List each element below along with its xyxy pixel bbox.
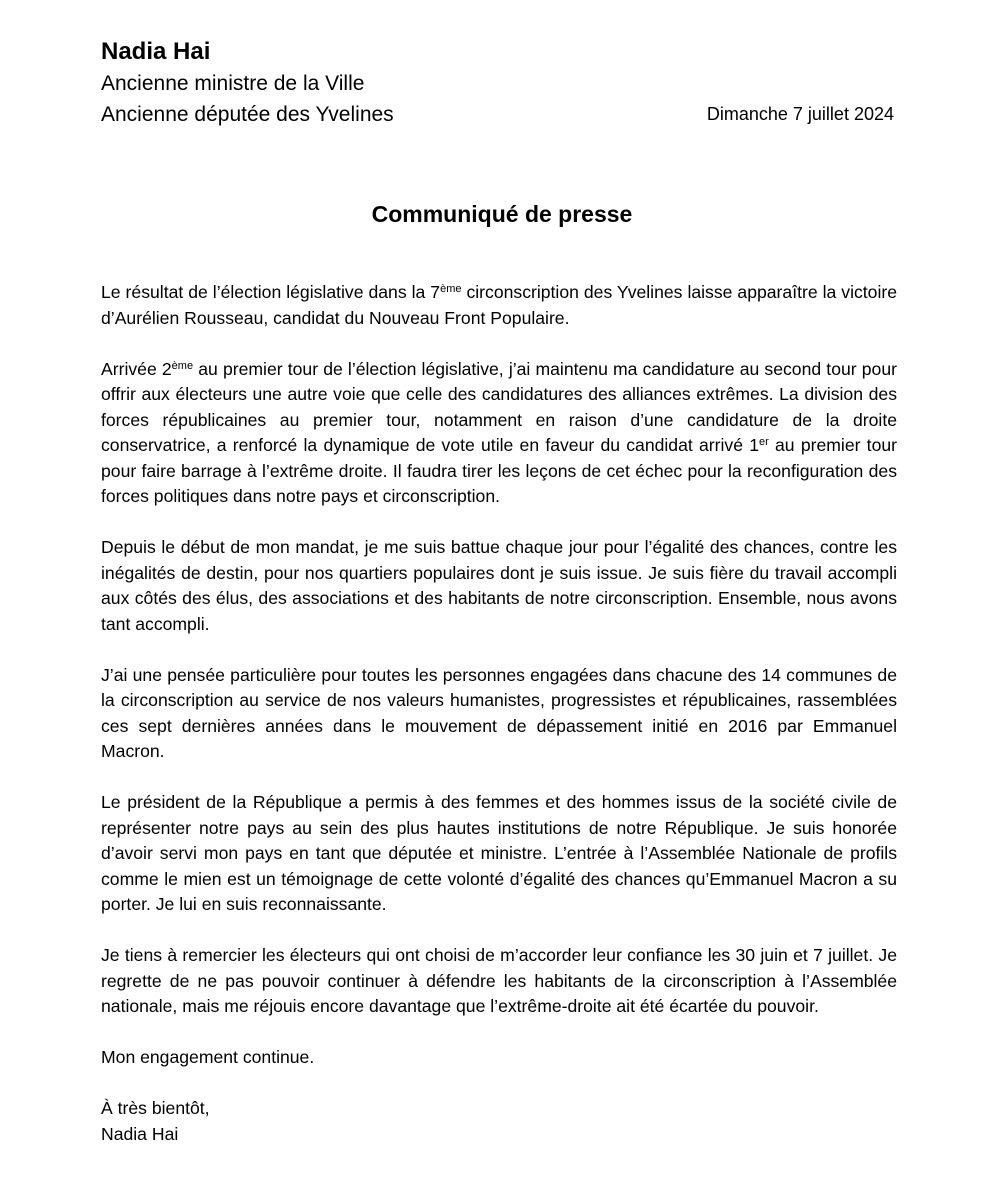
paragraph-election-result <box>101 280 897 331</box>
paragraph-candidacy <box>101 357 897 510</box>
author-title-former-deputy: Ancienne députée des Yvelines <box>101 103 394 126</box>
paragraph-text: circonscription des Yvelines laisse apparaître la victoire d’Aurélien Rousseau, candidat du Nouveau Front Populaire. <box>101 282 897 328</box>
paragraph-commitment: Mon engagement continue. <box>101 1047 315 1067</box>
author-title-former-minister: Ancienne ministre de la Ville <box>101 72 365 95</box>
signature-name: Nadia Hai <box>101 1123 179 1144</box>
release-date: Dimanche 7 juillet 2024 <box>706 104 894 124</box>
paragraph-president: Le président de la République a permis à des femmes et des hommes issus de la société civile de représenter notre pays au sein des plus hautes institutions de notre République. Je suis honorée d’avoir servi mon pays en tant que députée et ministre. L’entrée à l’Assemblée Nationale de profils comme le mien est un témoignage de cette volonté d’égalité des chances qu’Emmanuel Macron a su porter. Je lui en suis reconnaissante. <box>101 792 897 914</box>
paragraph-thanks-voters: Je tiens à remercier les électeurs qui ont choisi de m’accorder leur confiance les 30 juin et 7 juillet. Je regrette de ne pas pouvoir continuer à défendre les habitants de la circonscription à l’Assemblée nationale, mais me réjouis encore davantage que l’extrême-droite ait été écartée du pouvoir. <box>101 945 897 1016</box>
ordinal-superscript: ème <box>171 359 194 372</box>
paragraph-text: Arrivée 2 <box>101 358 172 379</box>
document-title: Communiqué de presse <box>371 201 633 227</box>
paragraph-text: au premier tour de l’élection législative, j’ai maintenu ma candidature au second tour pour offrir aux électeurs une autre voie que celle des candidatures des alliances extrêmes. La division des forces républicaines au premier tour, notamment en raison d’une candidature de la droite conservatrice, a renforcé la dynamique de vote utile en faveur du candidat arrivé 1 <box>101 358 897 455</box>
ordinal-superscript: ème <box>440 283 462 295</box>
paragraph-mandate: Depuis le début de mon mandat, je me suis battue chaque jour pour l’égalité des chances, contre les inégalités de destin, pour nos quartiers populaires dont je suis issue. Je suis fière du travail accompli aux côtés des élus, des associations et des habitants de notre circonscription. Ensemble, nous avons tant accompli. <box>101 537 897 634</box>
press-release-body <box>101 280 897 1147</box>
paragraph-text: Le résultat de l’élection législative dans la 7 <box>101 282 441 302</box>
paragraph-text: au premier tour pour faire barrage à l’extrême droite. Il faudra tirer les leçons de cet échec pour la reconfiguration des forces politiques dans notre pays et circonscription. <box>101 435 898 506</box>
ordinal-superscript: er <box>759 436 769 448</box>
closing-greeting: À très bientôt, <box>101 1098 210 1118</box>
author-block <box>101 36 621 130</box>
author-name: Nadia Hai <box>101 38 211 65</box>
paragraph-thanks-volunteers: J’ai une pensée particulière pour toutes les personnes engagées dans chacune des 14 communes de la circonscription au service de nos valeurs humanistes, progressistes et républicaines, rassemblées ces sept dernières années dans le mouvement de dépassement initié en 2016 par Emmanuel Macron. <box>101 664 897 761</box>
